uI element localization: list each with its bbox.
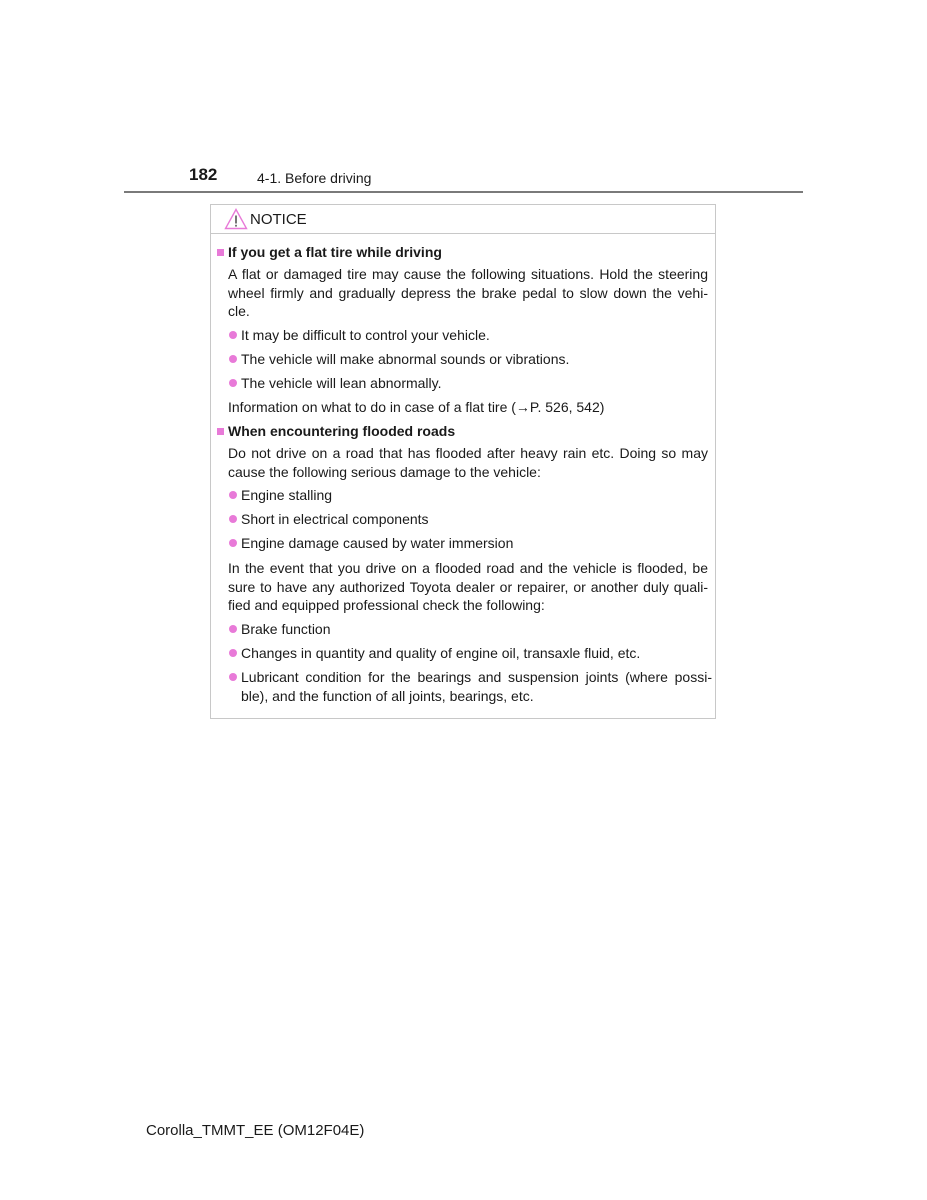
list-item: It may be difficult to control your vehicle.	[228, 326, 712, 345]
list-item: Lubricant condition for the bearings and suspension joints (where possi-ble), and the function of all joints, bearings, etc.	[228, 668, 712, 705]
circle-bullet-icon	[229, 539, 237, 547]
section-title: 4-1. Before driving	[257, 170, 372, 186]
list-item: The vehicle will lean abnormally.	[228, 374, 712, 393]
footer-document-id: Corolla_TMMT_EE (OM12F04E)	[146, 1122, 365, 1139]
square-bullet-icon	[217, 428, 224, 435]
flooded-roads-intro: Do not drive on a road that has flooded after heavy rain etc. Doing so may cause the following serious damage to the vehicle:	[228, 445, 708, 480]
list-item: Brake function	[228, 620, 712, 639]
list-item: Changes in quantity and quality of engine oil, transaxle fluid, etc.	[228, 644, 712, 663]
warning-triangle-icon	[224, 208, 248, 230]
notice-label: NOTICE	[250, 211, 307, 228]
section-heading-flat-tire: If you get a flat tire while driving	[217, 244, 442, 260]
circle-bullet-icon	[229, 491, 237, 499]
circle-bullet-icon	[229, 515, 237, 523]
circle-bullet-icon	[229, 625, 237, 633]
header-divider	[124, 191, 803, 193]
list-item: Engine damage caused by water immersion	[228, 534, 712, 553]
list-item: Engine stalling	[228, 486, 712, 505]
section-heading-flooded-roads: When encountering flooded roads	[217, 423, 455, 439]
flat-tire-intro: A flat or damaged tire may cause the following situations. Hold the steering wheel firmly and gradually depress the brake pedal to slow down the vehi-cle.	[228, 266, 708, 319]
circle-bullet-icon	[229, 355, 237, 363]
notice-header	[211, 205, 715, 234]
page-number: 182	[189, 165, 218, 184]
square-bullet-icon	[217, 249, 224, 256]
flat-tire-reference: Information on what to do in case of a flat tire (→P. 526, 542)	[228, 399, 605, 415]
circle-bullet-icon	[229, 379, 237, 387]
list-item: Short in electrical components	[228, 510, 712, 529]
circle-bullet-icon	[229, 649, 237, 657]
list-item: The vehicle will make abnormal sounds or vibrations.	[228, 350, 712, 369]
flooded-roads-check-intro: In the event that you drive on a flooded road and the vehicle is flooded, be sure to have any authorized Toyota dealer or repairer, or another duly quali-fied and equipped professional check the following:	[228, 560, 708, 613]
circle-bullet-icon	[229, 673, 237, 681]
circle-bullet-icon	[229, 331, 237, 339]
notice-box	[210, 204, 716, 719]
